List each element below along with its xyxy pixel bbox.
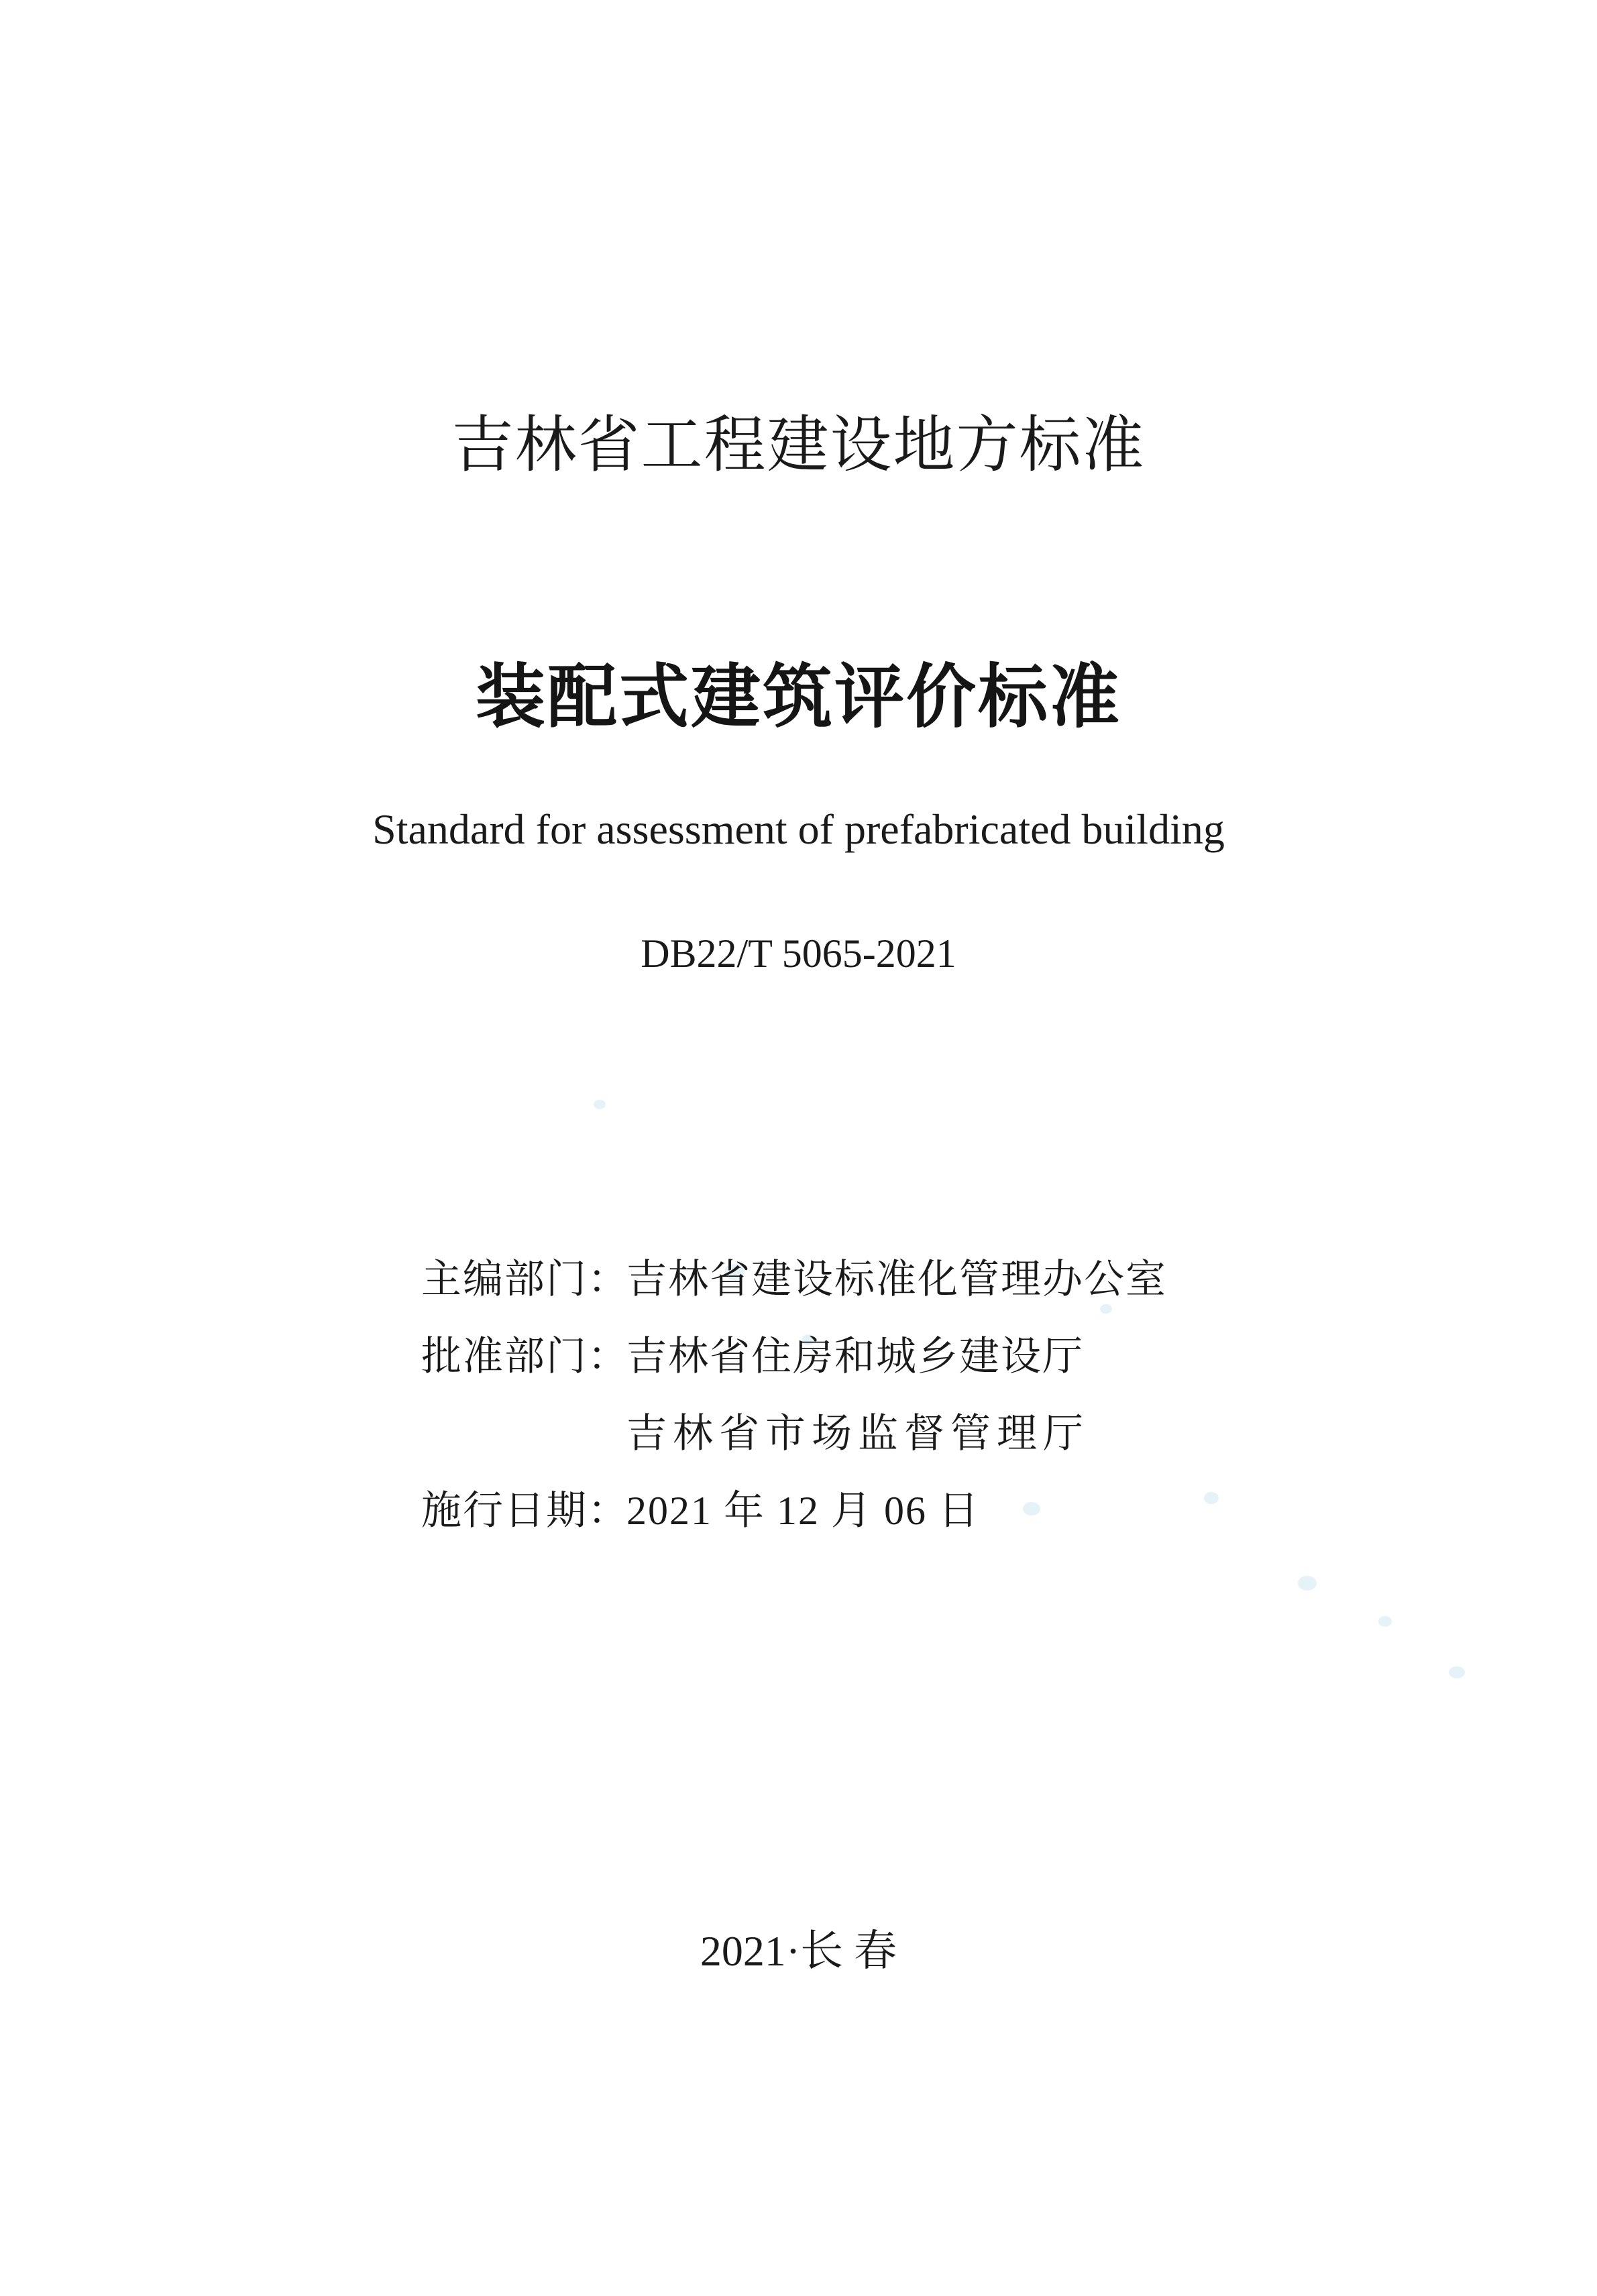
scan-speck bbox=[1378, 1616, 1392, 1627]
scan-speck bbox=[1298, 1576, 1317, 1591]
approver-value-2: 吉林省市场监督管理厅 bbox=[626, 1410, 1089, 1457]
publication-place-year bbox=[0, 1916, 1597, 1978]
footer-city-2: 春 bbox=[854, 1927, 897, 1976]
effective-date-value bbox=[626, 1479, 980, 1536]
editor-value: 吉林省建设标准化管理办公室 bbox=[626, 1256, 1167, 1303]
scan-speck bbox=[1100, 1304, 1112, 1314]
date-day: 06 bbox=[884, 1489, 927, 1533]
date-year: 2021 bbox=[626, 1489, 712, 1533]
footer-year: 2021 bbox=[700, 1927, 786, 1975]
effective-date-label: 施行日期： bbox=[421, 1487, 629, 1534]
editor-label: 主编部门： bbox=[421, 1256, 629, 1303]
scan-speck bbox=[1023, 1502, 1040, 1515]
scan-speck bbox=[594, 1100, 606, 1109]
scan-speck bbox=[1449, 1666, 1465, 1678]
scan-speck bbox=[1204, 1492, 1219, 1504]
approver-value-1: 吉林省住房和城乡建设厅 bbox=[626, 1333, 1084, 1380]
date-day-unit: 日 bbox=[938, 1487, 980, 1534]
approver-label: 批准部门： bbox=[421, 1333, 629, 1380]
standard-main-title: 装配式建筑评价标准 bbox=[475, 656, 1121, 738]
date-month-unit: 月 bbox=[831, 1487, 873, 1534]
standard-english-title: Standard for assessment of prefabricated building bbox=[372, 805, 1225, 853]
footer-city-1: 长 bbox=[800, 1927, 844, 1976]
footer-separator: · bbox=[785, 1927, 801, 1975]
date-year-unit: 年 bbox=[724, 1487, 765, 1534]
standard-series-title: 吉林省工程建设地方标准 bbox=[451, 409, 1146, 481]
date-month: 12 bbox=[777, 1489, 820, 1533]
standard-code: DB22/T 5065-2021 bbox=[641, 931, 956, 976]
